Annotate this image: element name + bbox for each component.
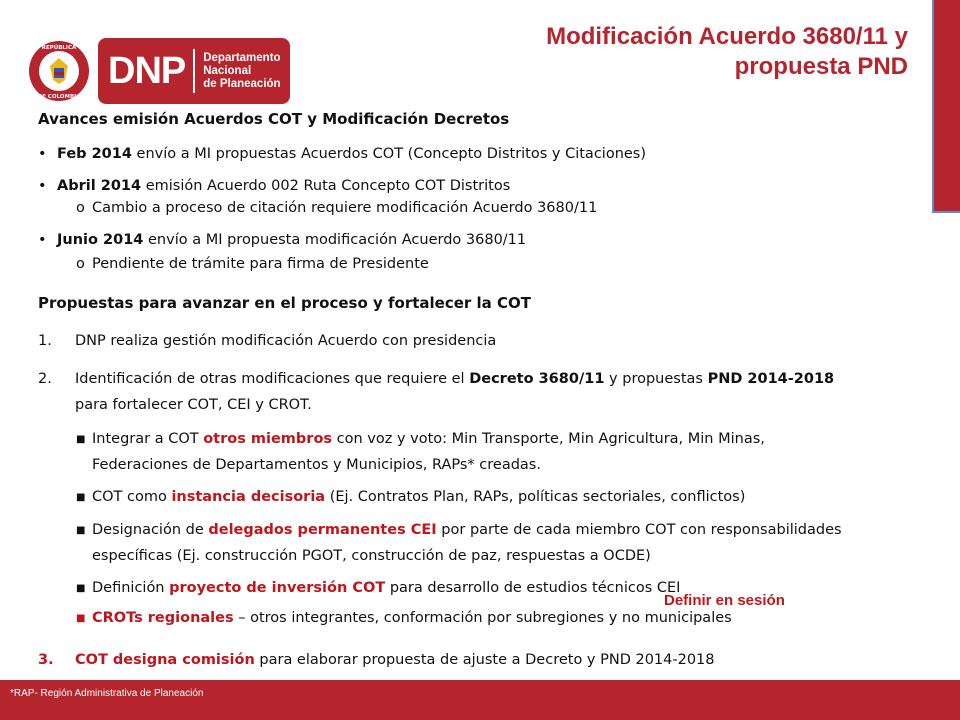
sub-bullet-marker: o xyxy=(76,256,85,272)
s4-a: Definición xyxy=(92,580,170,596)
square-bullet-icon: ■ xyxy=(76,492,86,503)
square-bullet-icon: ■ xyxy=(76,583,86,594)
square-bullet-icon: ■ xyxy=(76,613,86,624)
bullet-dot: • xyxy=(38,178,47,194)
square-bullet-icon: ■ xyxy=(76,525,86,536)
s1-d: Federaciones de Departamentos y Municipios, RAPs* creadas. xyxy=(92,457,541,473)
dnp-subtitle xyxy=(203,52,280,91)
s5-b: CROTs regionales xyxy=(92,610,234,626)
logo-divider xyxy=(193,49,195,93)
page-title xyxy=(546,22,908,82)
item-number: 2. xyxy=(38,371,52,387)
dnp-logo xyxy=(28,38,290,104)
s1-b: otros miembros xyxy=(203,431,333,447)
section1-heading: Avances emisión Acuerdos COT y Modificación Decretos xyxy=(38,110,510,128)
n3-c: para elaborar propuesta de ajuste a Decreto y PND 2014-2018 xyxy=(254,652,715,668)
s1-c: con voz y voto: Min Transporte, Min Agricultura, Min Minas, xyxy=(332,431,765,447)
item-2-text-c: y propuestas xyxy=(604,371,708,387)
sub-bullet-abril-text: Cambio a proceso de citación requiere modificación Acuerdo 3680/11 xyxy=(92,200,598,216)
s3-d: específicas (Ej. construcción PGOT, construcción de paz, respuestas a OCDE) xyxy=(92,548,651,564)
s2-a: COT como xyxy=(92,489,172,505)
square-bullet-icon: ■ xyxy=(76,434,86,445)
item-number: 3. xyxy=(38,652,54,668)
bullet-abril-date: Abril 2014 xyxy=(57,178,142,194)
seal-bottom-text: DE COLOMBIA xyxy=(37,94,81,100)
seal-top-text: REPÚBLICA xyxy=(41,45,77,51)
item-2-text-a: Identificación de otras modificaciones que requiere el xyxy=(75,371,470,387)
title-line1: Modificación Acuerdo 3680/11 y xyxy=(546,23,908,50)
item-1-text: DNP realiza gestión modificación Acuerdo con presidencia xyxy=(75,333,497,349)
section2-heading: Propuestas para avanzar en el proceso y fortalecer la COT xyxy=(38,294,532,312)
footnote: *RAP- Región Administrativa de Planeación xyxy=(10,688,204,699)
dnp-brand-box xyxy=(98,38,290,104)
s5-c: – otros integrantes, conformación por subregiones y no municipales xyxy=(233,610,732,626)
s2-c: (Ej. Contratos Plan, RAPs, políticas sectoriales, conflictos) xyxy=(325,489,746,505)
bullet-feb-text: envío a MI propuestas Acuerdos COT (Concepto Distritos y Citaciones) xyxy=(131,146,647,162)
colombia-seal-icon xyxy=(28,40,90,102)
s3-b: delegados permanentes CEI xyxy=(208,522,437,538)
item-number: 1. xyxy=(38,333,52,349)
s3-c: por parte de cada miembro COT con responsabilidades xyxy=(436,522,842,538)
dnp-letters: DNP xyxy=(108,49,186,92)
bullet-dot: • xyxy=(38,232,47,248)
right-accent-bar xyxy=(932,0,960,213)
sub-bullet-marker: o xyxy=(76,200,85,216)
footer-bar xyxy=(0,680,960,720)
item-2-decreto: Decreto 3680/11 xyxy=(469,371,605,387)
n3-b: COT designa comisión xyxy=(75,652,255,668)
bullet-junio-date: Junio 2014 xyxy=(57,232,144,248)
bullet-dot: • xyxy=(38,146,47,162)
bullet-abril-text: emisión Acuerdo 002 Ruta Concepto COT Distritos xyxy=(141,178,511,194)
definir-callout: Definir en sesión xyxy=(664,592,785,609)
s4-c: para desarrollo de estudios técnicos CEI xyxy=(385,580,681,596)
dnp-sub-line3: de Planeación xyxy=(203,77,281,90)
s2-b: instancia decisoria xyxy=(171,489,326,505)
bullet-feb-date: Feb 2014 xyxy=(57,146,132,162)
title-line2: propuesta PND xyxy=(734,53,908,80)
item-2-text-e: para fortalecer COT, CEI y CROT. xyxy=(75,397,312,413)
item-2-pnd: PND 2014-2018 xyxy=(707,371,835,387)
bullet-junio-text: envío a MI propuesta modificación Acuerdo 3680/11 xyxy=(143,232,527,248)
dnp-sub-line1: Departamento xyxy=(203,51,281,64)
s1-a: Integrar a COT xyxy=(92,431,204,447)
s3-a: Designación de xyxy=(92,522,209,538)
s4-b: proyecto de inversión COT xyxy=(169,580,386,596)
sub-bullet-junio-text: Pendiente de trámite para firma de Presidente xyxy=(92,256,429,272)
dnp-sub-line2: Nacional xyxy=(203,64,252,77)
